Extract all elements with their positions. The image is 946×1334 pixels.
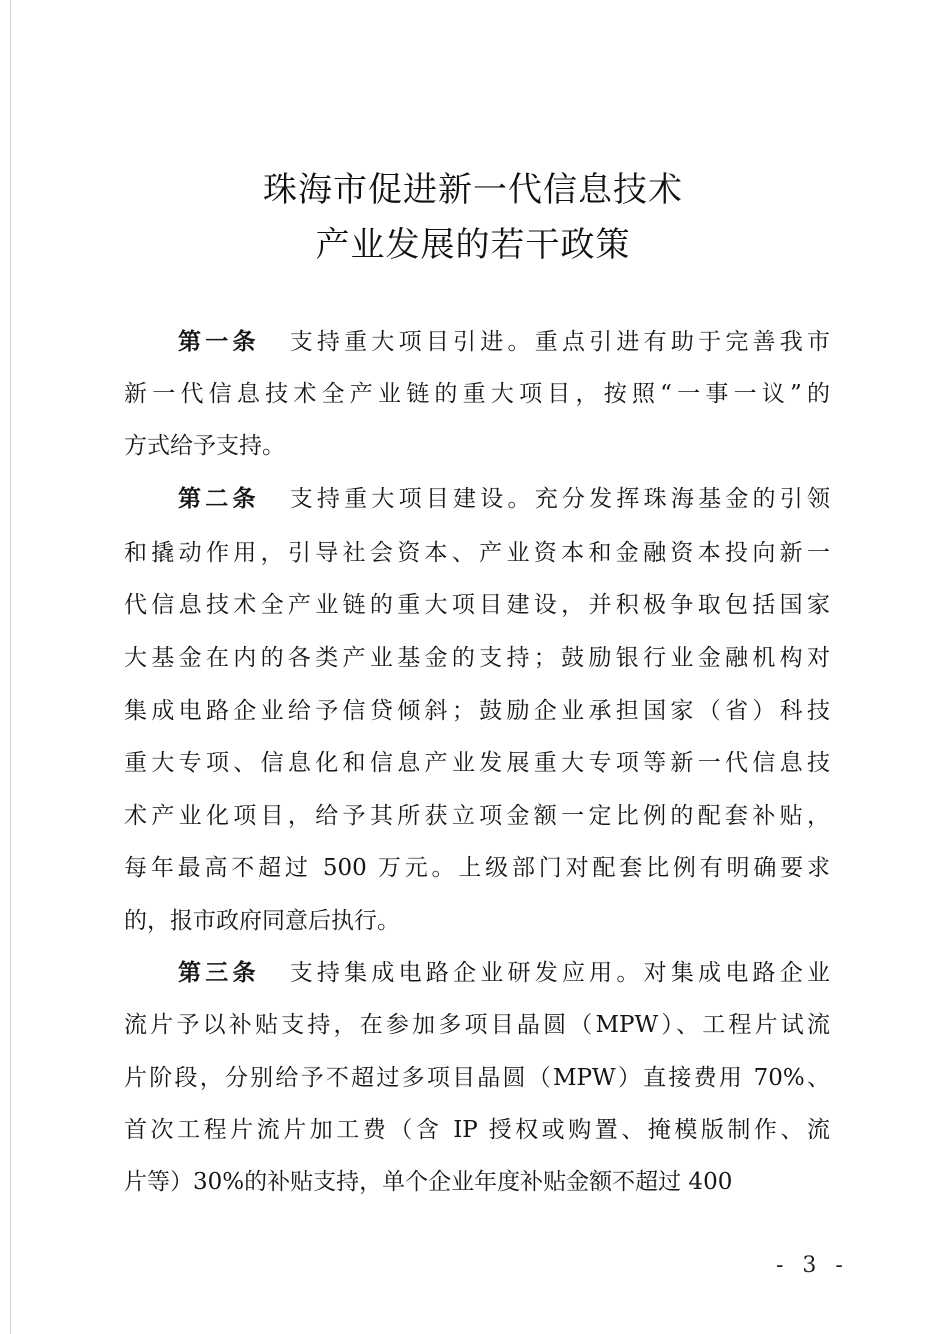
- article-1-line-2: 新一代信息技术全产业链的重大项目，按照“一事一议”的: [124, 381, 830, 407]
- article-1-line-1: [178, 327, 830, 357]
- article-3-line-3: 片阶段，分别给予不超过多项目晶圆（MPW）直接费用 70%、: [124, 1065, 830, 1091]
- article-3-line-2: 流片予以补贴支持，在参加多项目晶圆（MPW）、工程片试流: [124, 1012, 830, 1038]
- article-2-heading: 第二条: [178, 486, 260, 512]
- article-2-line-5: 集成电路企业给予信贷倾斜；鼓励企业承担国家（省）科技: [124, 698, 830, 724]
- article-1-heading: 第一条: [178, 329, 260, 355]
- article-1-line-3: 方式给予支持。: [124, 433, 285, 459]
- document-title-line-1: 珠海市促进新一代信息技术: [263, 170, 683, 210]
- article-2-line-7: 术产业化项目，给予其所获立项金额一定比例的配套补贴，: [124, 803, 830, 829]
- article-2-line-1: [178, 484, 830, 514]
- article-2-line-3: 代信息技术全产业链的重大项目建设，并积极争取包括国家: [124, 592, 830, 618]
- article-2-line-2: 和撬动作用，引导社会资本、产业资本和金融资本投向新一: [124, 540, 830, 566]
- article-2-text-1: 支持重大项目建设。充分发挥珠海基金的引领: [289, 486, 831, 512]
- article-3-heading: 第三条: [178, 960, 260, 986]
- article-1-text-1: 支持重大项目引进。重点引进有助于完善我市: [289, 329, 831, 355]
- article-3-text-1: 支持集成电路企业研发应用。对集成电路企业: [289, 960, 831, 986]
- article-3-line-4: 首次工程片流片加工费（含 IP 授权或购置、掩模版制作、流: [124, 1117, 830, 1143]
- document-title-line-2: 产业发展的若干政策: [315, 225, 631, 265]
- article-2-line-8: 每年最高不超过 500 万元。上级部门对配套比例有明确要求: [124, 855, 830, 881]
- article-2-line-9: 的，报市政府同意后执行。: [124, 908, 400, 934]
- article-2-line-6: 重大专项、信息化和信息产业发展重大专项等新一代信息技: [124, 750, 830, 776]
- article-3-line-1: [178, 958, 830, 988]
- article-3-line-5: 片等）30%的补贴支持，单个企业年度补贴金额不超过 400: [124, 1169, 733, 1195]
- page-number: - 3 -: [776, 1253, 849, 1278]
- article-2-line-4: 大基金在内的各类产业基金的支持；鼓励银行业金融机构对: [124, 645, 830, 671]
